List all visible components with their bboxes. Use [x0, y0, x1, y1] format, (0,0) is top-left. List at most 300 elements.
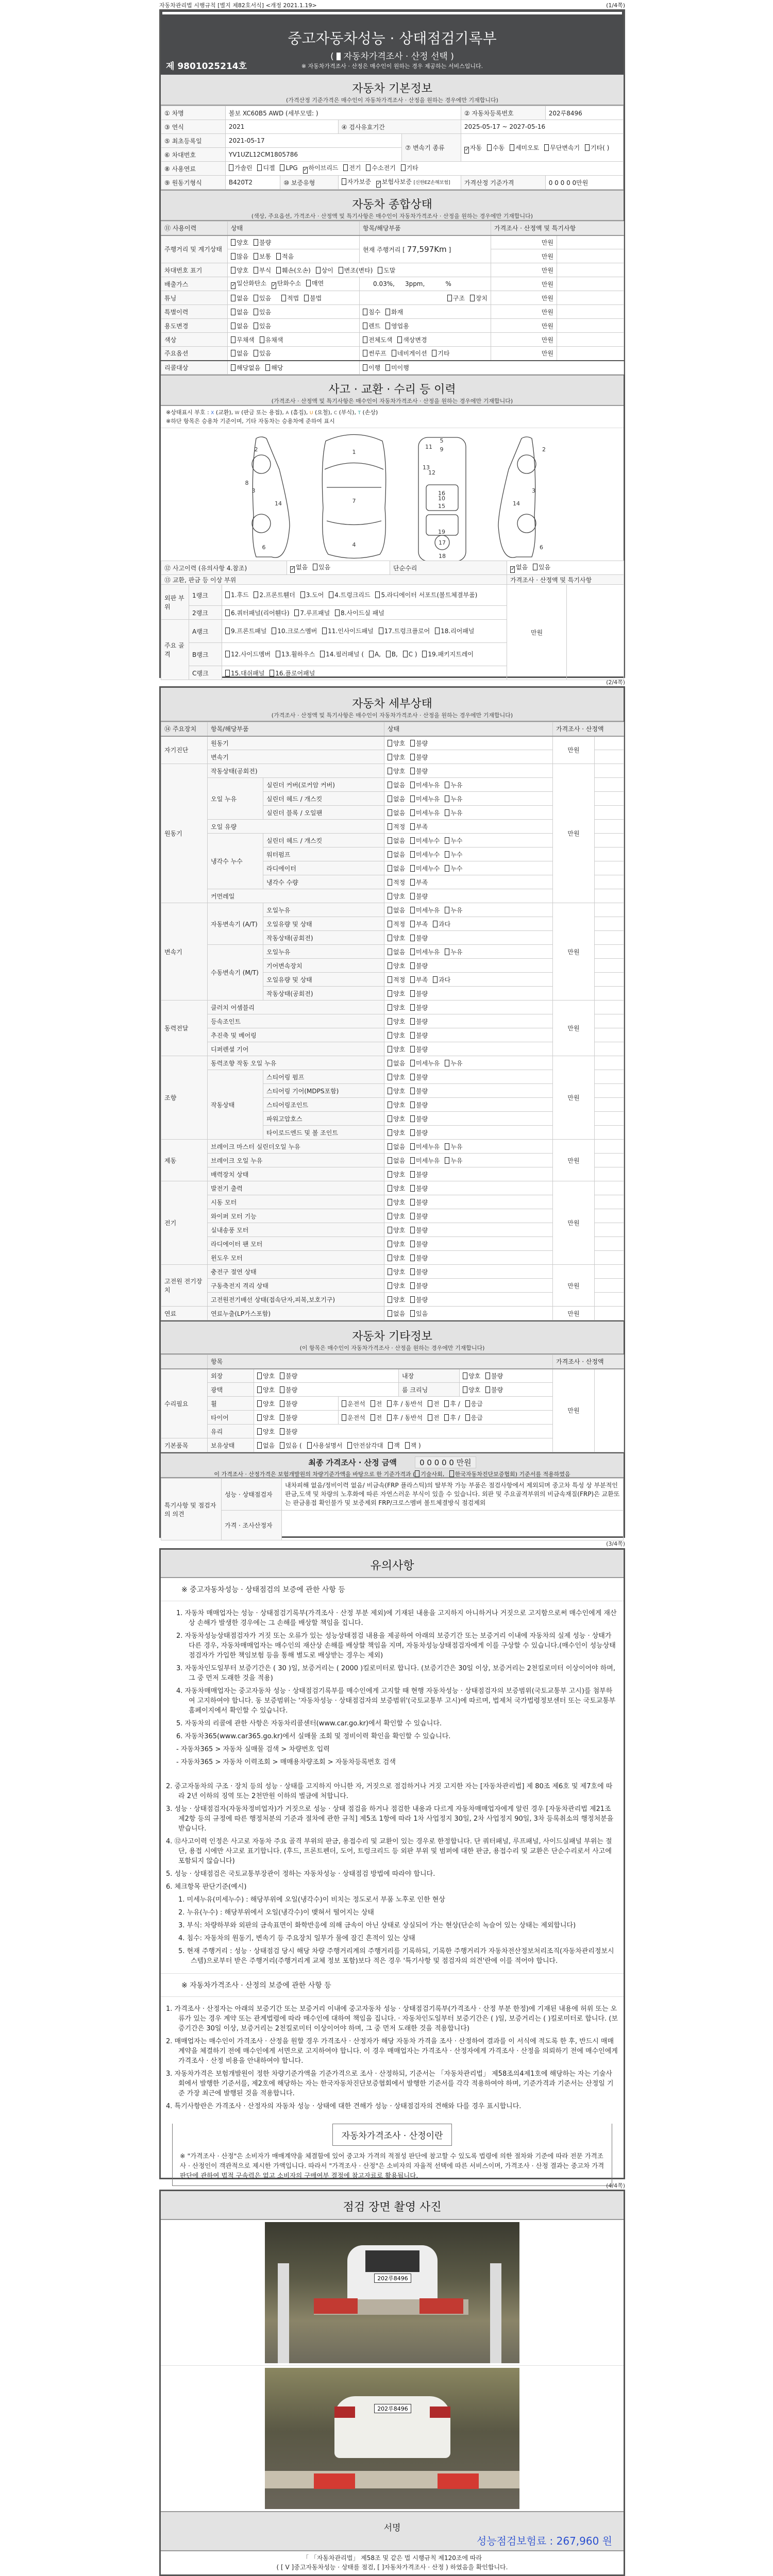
notice-subitem: 3. 부식: 차량하부와 외판의 금속표면이 화학반응에 의해 금속이 아닌 상태로 상실되어 가는 현상(단순히 녹슬어 있는 상태는 제외합니다) [178, 1922, 576, 1929]
checkbox[interactable] [463, 1386, 467, 1393]
checkbox[interactable] [281, 295, 286, 301]
checkbox[interactable] [388, 1115, 392, 1122]
option [344, 1442, 383, 1449]
item-label: 클러치 어셈블리 [208, 1001, 384, 1014]
item-label: 오일누유 [263, 945, 384, 959]
checkbox[interactable] [388, 921, 392, 927]
checkbox[interactable]: ✓ [511, 566, 515, 572]
item-label: 작동상태(공회전) [263, 931, 384, 945]
option-label: 누유 [450, 948, 463, 956]
checkbox[interactable] [379, 628, 383, 634]
repair-label: 수리필요 [161, 1369, 208, 1438]
checkbox[interactable] [410, 865, 415, 872]
color-label: 색상 [161, 333, 228, 347]
checkbox[interactable] [280, 164, 284, 171]
col-item: 항목/해당부품 [208, 722, 384, 736]
option [231, 364, 260, 371]
option [363, 364, 380, 371]
checkbox[interactable] [257, 1442, 262, 1449]
other-sub: (이 항목은 매수인이 자동차가격조사 · 산정을 원하는 경우에만 기재합니다) [299, 1345, 485, 1351]
checkbox[interactable] [410, 795, 415, 802]
option-label: 양호 [237, 266, 249, 274]
checkbox[interactable] [231, 253, 236, 260]
page-3 [159, 1548, 625, 2179]
checkbox[interactable] [272, 628, 276, 634]
checkbox[interactable] [388, 1060, 392, 1066]
checkbox[interactable] [363, 336, 367, 343]
option [507, 144, 539, 151]
checkbox[interactable] [485, 1372, 490, 1379]
checkbox[interactable] [410, 1101, 415, 1108]
checkbox[interactable] [410, 837, 415, 844]
checkbox[interactable] [342, 1400, 346, 1407]
checkbox[interactable] [403, 651, 408, 657]
checkbox[interactable] [485, 1386, 490, 1393]
checkbox[interactable] [388, 1185, 392, 1192]
overall-heading: 자동차 종합상태 [352, 198, 432, 211]
checkbox[interactable]: ✓ [464, 146, 469, 152]
option [304, 1442, 343, 1449]
checkbox[interactable] [388, 976, 392, 983]
checkbox[interactable] [388, 1004, 392, 1011]
checkbox[interactable] [449, 1470, 454, 1477]
checkbox[interactable] [428, 1400, 432, 1407]
option-label: 불량 [416, 1268, 428, 1276]
checkbox[interactable] [388, 1088, 392, 1094]
checkbox[interactable] [388, 1296, 392, 1303]
checkbox[interactable] [410, 1296, 415, 1303]
tail-light [430, 2406, 450, 2418]
checkbox[interactable] [428, 1414, 432, 1421]
checkbox[interactable] [447, 295, 452, 301]
checkbox[interactable] [388, 1442, 393, 1449]
checkbox[interactable] [254, 239, 258, 246]
detail-table [161, 722, 624, 1320]
option-label: 렌트 [368, 322, 381, 330]
checkbox[interactable] [229, 164, 233, 171]
checkbox[interactable] [410, 921, 415, 927]
checkbox[interactable] [320, 651, 325, 657]
checkbox[interactable] [388, 754, 392, 760]
part-number-15: 15 [438, 503, 445, 510]
model-year: 2021 [225, 120, 338, 134]
checkbox[interactable] [410, 1074, 415, 1080]
checkbox[interactable]: ✓ [303, 167, 308, 173]
checkbox[interactable] [388, 1129, 392, 1136]
checkbox[interactable] [307, 1442, 312, 1449]
note-cell [557, 263, 624, 277]
option [231, 336, 255, 344]
checkbox[interactable] [371, 1400, 375, 1407]
checkbox[interactable] [363, 309, 367, 315]
checkbox[interactable] [388, 837, 392, 844]
checkbox[interactable] [405, 1442, 410, 1449]
checkbox[interactable] [388, 1171, 392, 1178]
option [257, 1386, 275, 1394]
checkbox[interactable] [388, 740, 392, 747]
checkbox[interactable] [280, 1386, 284, 1393]
checkbox[interactable] [257, 1414, 262, 1421]
checkbox[interactable] [388, 907, 392, 913]
checkbox[interactable] [388, 1227, 392, 1233]
option [277, 1442, 302, 1449]
checkbox[interactable] [445, 907, 449, 913]
checkbox[interactable] [410, 851, 415, 858]
checkbox[interactable] [410, 1157, 415, 1164]
checkbox[interactable] [254, 295, 258, 301]
checkbox[interactable]: ✓ [376, 181, 381, 187]
checkbox[interactable] [254, 309, 258, 315]
checkbox[interactable] [445, 851, 449, 858]
checkbox[interactable] [410, 1255, 415, 1261]
checkbox[interactable] [465, 1400, 470, 1407]
checkbox[interactable] [225, 609, 230, 616]
option [407, 851, 440, 858]
state-options [384, 848, 553, 861]
checkbox[interactable]: ✓ [231, 282, 236, 288]
checkbox[interactable] [388, 1255, 392, 1261]
checkbox[interactable] [276, 651, 280, 657]
checkbox[interactable] [410, 990, 415, 997]
checkbox[interactable] [388, 768, 392, 774]
option-label: 네비게이션 [397, 350, 427, 358]
checkbox[interactable] [410, 1310, 415, 1317]
option [231, 295, 248, 302]
checkbox[interactable] [388, 1032, 392, 1039]
option [388, 1032, 405, 1039]
option-label: 하이브리드 [308, 164, 339, 172]
option [326, 591, 370, 599]
checkbox[interactable] [410, 879, 415, 886]
checkbox[interactable] [257, 1428, 262, 1435]
checkbox[interactable] [433, 976, 438, 983]
checkbox[interactable]: ✓ [291, 566, 295, 572]
checkbox[interactable] [410, 1268, 415, 1275]
checkbox[interactable] [388, 1046, 392, 1053]
checkbox[interactable] [388, 990, 392, 997]
checkbox[interactable] [410, 1032, 415, 1039]
checkbox[interactable] [294, 609, 299, 616]
state-options [384, 1112, 553, 1126]
checkbox[interactable] [410, 948, 415, 955]
checkbox[interactable] [369, 651, 374, 657]
checkbox[interactable] [388, 1282, 392, 1289]
checkbox[interactable] [388, 1143, 392, 1150]
accident-history-label: ⑫ 사고이력 (유의사항 4.참조) [161, 561, 287, 575]
checkbox[interactable] [231, 323, 236, 329]
checkbox[interactable] [388, 1241, 392, 1247]
checkbox[interactable] [401, 164, 406, 171]
checkbox[interactable] [363, 364, 367, 371]
option-label: 수소전기 [372, 164, 396, 172]
option-label: 유채색 [265, 336, 283, 344]
checkbox[interactable] [410, 976, 415, 983]
price-note [595, 1293, 624, 1307]
options-options [228, 347, 360, 361]
checkbox[interactable] [388, 809, 392, 816]
checkbox[interactable] [231, 336, 236, 343]
option [407, 1101, 428, 1109]
checkbox[interactable] [260, 336, 264, 343]
checkbox[interactable] [329, 591, 333, 598]
option-label: 누수 [450, 851, 463, 858]
checkbox[interactable] [410, 935, 415, 941]
option [388, 1282, 405, 1290]
checkbox[interactable] [445, 948, 449, 955]
checkbox[interactable] [410, 1241, 415, 1247]
checkbox[interactable] [444, 1400, 449, 1407]
part-number-17: 17 [439, 539, 446, 546]
checkbox[interactable] [410, 1213, 415, 1219]
checkbox[interactable] [435, 628, 440, 634]
part-number-14: 14 [275, 500, 282, 507]
checkbox[interactable] [280, 1372, 284, 1379]
checkbox[interactable] [387, 1400, 392, 1407]
option-label: 썬루프 [368, 350, 386, 358]
checkbox[interactable] [410, 962, 415, 969]
checkbox[interactable] [445, 809, 449, 816]
checkbox[interactable] [254, 591, 258, 598]
option-label: 양호 [263, 1428, 275, 1435]
checkbox[interactable] [410, 1143, 415, 1150]
checkbox[interactable] [445, 837, 449, 844]
option [407, 1129, 428, 1137]
checkbox[interactable] [392, 350, 396, 357]
checkbox[interactable] [410, 1004, 415, 1011]
checkbox[interactable] [410, 1088, 415, 1094]
checkbox[interactable] [257, 1386, 262, 1393]
checkbox[interactable] [510, 144, 514, 151]
checkbox[interactable] [388, 1310, 392, 1317]
checkbox[interactable] [445, 1157, 449, 1164]
checkbox[interactable] [280, 1400, 284, 1407]
checkbox[interactable] [445, 865, 449, 872]
checkbox[interactable] [470, 295, 475, 301]
checkbox[interactable] [313, 564, 317, 570]
checkbox[interactable] [306, 280, 311, 286]
option [317, 651, 364, 658]
page-number-2: (2/4쪽) [606, 679, 625, 686]
checkbox[interactable] [388, 1268, 392, 1275]
checkbox[interactable] [388, 851, 392, 858]
recall-type-options [360, 361, 624, 375]
checkbox[interactable] [410, 1060, 415, 1066]
exterior-options [254, 1369, 399, 1383]
checkbox[interactable] [463, 1372, 467, 1379]
option-label: B, [391, 651, 398, 658]
checkbox[interactable] [276, 267, 281, 274]
checkbox[interactable] [280, 1428, 284, 1435]
option-label: 13.휠하우스 [281, 651, 315, 658]
vin-label: ⑥ 차대번호 [161, 148, 226, 162]
checkbox[interactable] [342, 1414, 346, 1421]
option [303, 280, 324, 287]
option-label: 3.도어 [306, 591, 324, 599]
checkbox[interactable] [410, 823, 415, 830]
checkbox[interactable] [388, 1213, 392, 1219]
checkbox[interactable] [388, 865, 392, 872]
final-label: 최종 가격조사 · 산정 금액 [308, 1458, 397, 1467]
checkbox[interactable] [410, 893, 415, 900]
checkbox[interactable] [410, 809, 415, 816]
checkbox[interactable] [342, 178, 346, 185]
option-label: 양호 [393, 1254, 406, 1262]
checkbox[interactable] [410, 782, 415, 788]
checkbox[interactable] [410, 1282, 415, 1289]
checkbox[interactable] [388, 948, 392, 955]
wheel-label: 휠 [208, 1397, 254, 1411]
checkbox[interactable] [231, 239, 236, 246]
usage-label: 용도변경 [161, 319, 228, 333]
checkbox[interactable] [432, 350, 436, 357]
checkbox[interactable] [410, 1129, 415, 1136]
checkbox[interactable] [410, 1018, 415, 1025]
price-note [595, 875, 624, 889]
checkbox[interactable] [225, 651, 230, 657]
checkbox[interactable] [388, 1157, 392, 1164]
checkbox[interactable] [254, 350, 258, 357]
state-options [384, 945, 553, 959]
checkbox[interactable] [335, 609, 340, 616]
checkbox[interactable] [445, 782, 449, 788]
checkbox[interactable] [378, 267, 382, 274]
checkbox[interactable] [366, 164, 371, 171]
reg-number: 202루8496 [545, 106, 623, 120]
option [407, 754, 428, 761]
checkbox[interactable] [343, 164, 348, 171]
state-options [384, 1181, 553, 1195]
checkbox[interactable] [410, 907, 415, 913]
checkbox[interactable] [388, 823, 392, 830]
checkbox[interactable] [445, 1060, 449, 1066]
checkbox[interactable] [347, 1442, 352, 1449]
checkbox[interactable] [387, 1414, 392, 1421]
checkbox[interactable] [410, 754, 415, 760]
checkbox[interactable] [388, 1018, 392, 1025]
checkbox[interactable] [231, 364, 236, 371]
checkbox[interactable] [445, 1143, 449, 1150]
checkbox[interactable] [375, 591, 380, 598]
checkbox[interactable] [225, 670, 230, 676]
checkbox[interactable] [231, 295, 236, 301]
option [388, 1310, 405, 1317]
option-label: 없음 [237, 322, 249, 330]
legend-symbol: A [285, 411, 289, 416]
state-options [384, 1070, 553, 1084]
checkbox[interactable] [388, 879, 392, 886]
checkbox[interactable] [410, 740, 415, 747]
checkbox[interactable] [410, 1171, 415, 1178]
checkbox[interactable] [388, 893, 392, 900]
state-options [384, 931, 553, 945]
checkbox[interactable] [410, 768, 415, 774]
checkbox[interactable] [410, 1199, 415, 1206]
item-label: 동력조향 작동 오일 누유 [208, 1056, 384, 1070]
checkbox[interactable] [388, 962, 392, 969]
checkbox[interactable] [339, 267, 343, 274]
checkbox[interactable] [433, 921, 438, 927]
checkbox[interactable] [444, 1414, 449, 1421]
checkbox[interactable] [415, 1470, 419, 1477]
checkbox[interactable] [487, 144, 492, 151]
option [291, 609, 330, 617]
checkbox[interactable] [316, 267, 321, 274]
gloss-options [254, 1383, 399, 1397]
checkbox[interactable] [388, 1101, 392, 1108]
checkbox[interactable] [385, 309, 390, 315]
checkbox[interactable] [544, 144, 549, 151]
checkbox[interactable] [388, 1199, 392, 1206]
item-label: 디퍼렌셜 기어 [208, 1042, 384, 1056]
checkbox[interactable] [231, 350, 236, 357]
part-number-1: 1 [352, 449, 356, 455]
checkbox[interactable] [363, 323, 367, 329]
option-label: 양호 [393, 1171, 406, 1178]
checkbox[interactable] [304, 295, 309, 301]
checkbox[interactable] [225, 591, 230, 598]
checkbox[interactable] [385, 364, 390, 371]
checkbox[interactable] [265, 364, 270, 371]
checkbox[interactable] [397, 336, 402, 343]
checkbox[interactable] [388, 782, 392, 788]
checkbox[interactable] [585, 144, 590, 151]
checkbox[interactable]: ✓ [272, 282, 277, 288]
rankB-parts [222, 643, 507, 666]
checkbox[interactable] [270, 670, 274, 676]
checkbox[interactable] [410, 1227, 415, 1233]
checkbox[interactable] [386, 651, 391, 657]
checkbox[interactable] [300, 591, 305, 598]
checkbox[interactable] [388, 1074, 392, 1080]
checkbox[interactable] [388, 795, 392, 802]
subgroup-label: 작동상태 [208, 1070, 263, 1140]
checkbox[interactable] [257, 1400, 262, 1407]
checkbox[interactable] [465, 1414, 470, 1421]
checkbox[interactable] [231, 267, 236, 274]
remarks-label: 특기사항 및 점검자의 의견 [161, 1479, 222, 1540]
option-label: 해당 [271, 364, 283, 371]
checkbox[interactable] [280, 1442, 284, 1449]
checkbox[interactable] [276, 253, 281, 260]
checkbox[interactable] [257, 164, 262, 171]
checkbox[interactable] [422, 651, 427, 657]
checkbox[interactable] [254, 253, 258, 260]
checkbox[interactable] [371, 1414, 375, 1421]
checkbox[interactable] [410, 1115, 415, 1122]
checkbox[interactable] [385, 323, 390, 329]
checkbox[interactable] [410, 1046, 415, 1053]
table-row [161, 1181, 624, 1195]
option-label: 가솔린 [234, 164, 253, 172]
checkbox[interactable] [533, 564, 537, 570]
checkbox[interactable] [410, 1185, 415, 1192]
checkbox[interactable] [445, 795, 449, 802]
checkbox[interactable] [280, 1414, 284, 1421]
checkbox[interactable] [225, 628, 230, 634]
option-label: 양호 [393, 1018, 406, 1025]
checkbox[interactable] [322, 628, 327, 634]
checkbox[interactable] [254, 323, 258, 329]
option-label: 운전석 [347, 1400, 365, 1408]
checkbox[interactable] [257, 1372, 262, 1379]
checkbox[interactable] [231, 309, 236, 315]
checkbox[interactable] [254, 267, 258, 274]
price-unit: 만원 [553, 1265, 595, 1307]
option-label: 미세누수 [416, 865, 440, 872]
checkbox[interactable] [363, 350, 367, 357]
checkbox[interactable] [388, 935, 392, 941]
option-label: 디젤 [263, 164, 275, 172]
